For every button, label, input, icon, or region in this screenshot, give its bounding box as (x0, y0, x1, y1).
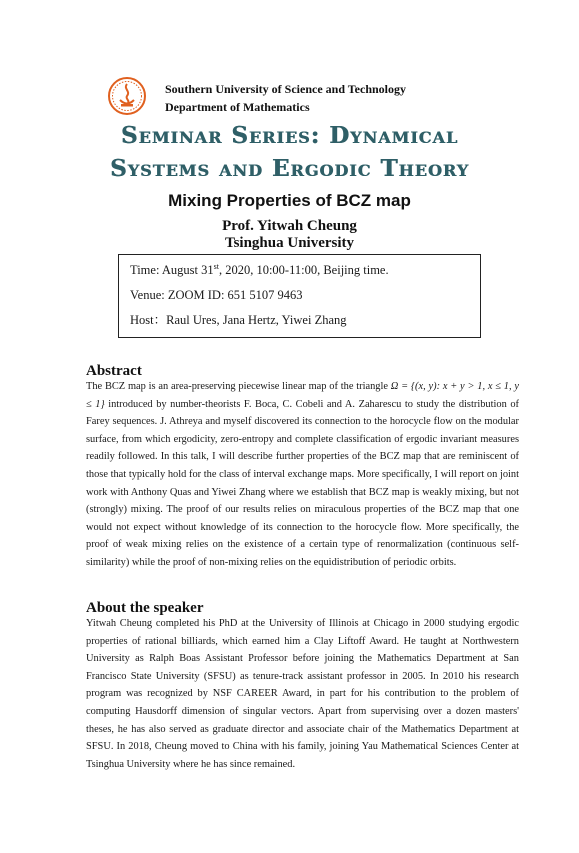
talk-title: Mixing Properties of BCZ map (168, 191, 411, 210)
event-time: Time: August 31st, 2020, 10:00-11:00, Beijing time. (130, 261, 389, 277)
about-speaker-heading: About the speaker (86, 600, 204, 616)
about-speaker-text: Yitwah Cheung completed his PhD at the University of Illinois at Chicago in 2000 studying ergodic properties of rational billiards, which earned him a Clay Liftoff Award. He taught at Northwestern University as Ralph Boas Assistant Professor before joining the Mathematics Department at San Francisco State University (SFSU) as tenure-track assistant professor in 2005. In 2010 his research program was recognized by NSF CAREER Award, in part for his contribution to the problem of computing Hausdorff dimension of singular vectors. Apart from supervising over a dozen masters' theses, he has also served as graduate director and associate chair of the Mathematics Department at SFSU. In 2018, Cheung moved to China with his family, joining Yau Mathematical Sciences Center at Tsinghua University where he has since remained. (86, 618, 519, 770)
series-title-line-2: Systems and Ergodic Theory (109, 155, 469, 182)
event-venue: Venue: ZOOM ID: 651 5107 9463 (130, 288, 303, 302)
event-info-box (118, 254, 481, 338)
seminar-series-title (0, 119, 579, 185)
series-title-line-1: Seminar Series: Dynamical (120, 122, 459, 149)
institution-block (165, 80, 406, 116)
department-name: Department of Mathematics (165, 100, 310, 114)
event-host: Host：Raul Ures, Jana Hertz, Yiwei Zhang (130, 313, 347, 327)
speaker-block (0, 218, 579, 252)
math-formula-cont: x ≤ 1, y ≤ 1} (86, 381, 519, 410)
speaker-affiliation: Tsinghua University (224, 235, 355, 251)
abstract-text: The BCZ map is an area-preserving piecewise linear map of the triangle Ω = {(x, y): x + y > 1, x ≤ 1, y ≤ 1} introduced by number-theorists F. Boca, C. Cobeli and A. Zaharescu to study the distribution of Farey sequences. J. Athreya and myself discovered its connection to the horocycle flow on the modular surface, from which ergodicity, zero-entropy and complete classification of ergodic invariant measures readily followed. In this talk, I will describe further properties of the BCZ map that are reminiscent of those that typically hold for the class of interval exchange maps. More specifically, I will report on joint work with Anthony Quas and Yiwei Zhang where we establish that BCZ map is weakly mixing, but not (strongly) mixing. The proof of our results relies on miraculous properties of the BCZ map that one would not expect without knowledge of its connection to the horocycle flow. More specifically, the proof of weak mixing relies on the existence of a certain type of renormalization (continuous self-similarity) while the proof of non-mixing relies on the equidistribution of periodic orbits. (86, 381, 519, 568)
sustech-logo-icon (107, 76, 147, 116)
abstract-heading: Abstract (86, 363, 142, 379)
speaker-name: Prof. Yitwah Cheung (222, 218, 357, 234)
math-formula: Ω = {(x, y): x + y > 1, (390, 381, 486, 392)
university-name: Southern University of Science and Technology (165, 82, 407, 96)
